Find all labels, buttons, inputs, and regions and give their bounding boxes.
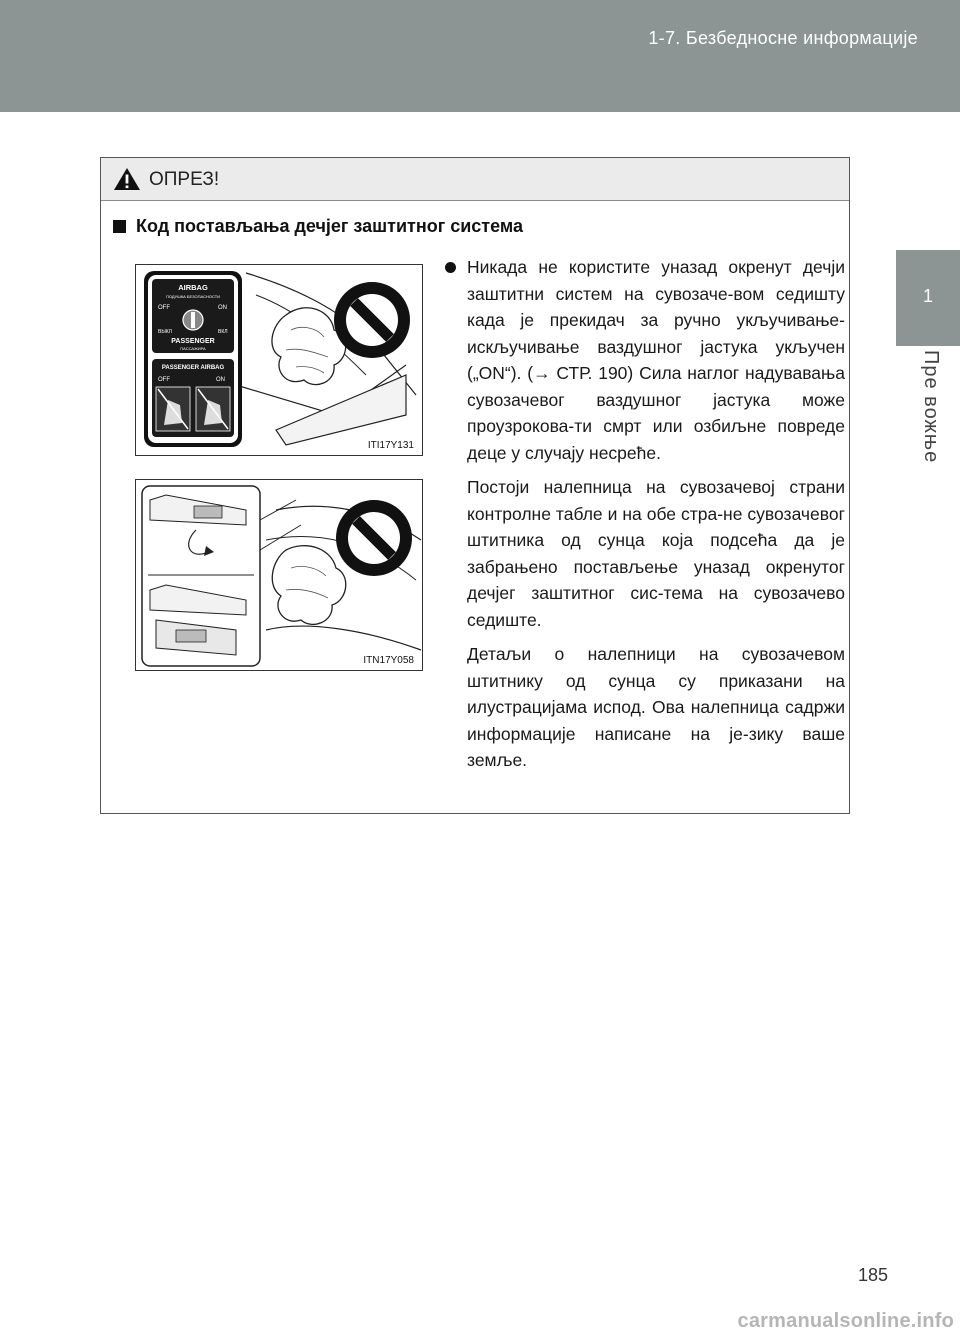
figure-code: ITN17Y058 bbox=[363, 655, 414, 666]
figure-code: ITI17Y131 bbox=[367, 440, 414, 451]
illustration-sun-visor-label bbox=[135, 479, 423, 671]
warning-icon bbox=[113, 167, 141, 191]
section-title: 1-7. Безбедносне информације bbox=[648, 28, 918, 48]
page-number: 185 bbox=[857, 1265, 888, 1285]
airbag-sub-label: ПОДУШКА БЕЗОПАСНОСТИ bbox=[165, 294, 221, 299]
caution-paragraph-2: Постоји налепница на сувозачевој страни контролне табле и на обе стра-не сувозачевог штитника од сунца која подсећа да је забрањено постављење уназад окренутог дечјег заштитног сис-тема на сувозачево седиште. bbox=[467, 477, 845, 630]
caution-paragraph-1: Никада не користите уназад окренут дечји заштитни систем на сувозаче-вом седишту када је прекидач за ручно укључивање-искључивање ваздушног јастука укључен („ON“). (→ СТР. 190) Сила наглог надувавања сувозачевог ваздушног јастука може проузрокова-ти смрт или озбиљне повреде деце у случају несреће. bbox=[467, 254, 845, 466]
illustration-dashboard-label bbox=[135, 264, 423, 456]
off-ru-label: ВЫКЛ bbox=[158, 329, 172, 335]
on-ru-label: ВКЛ bbox=[218, 329, 228, 335]
passenger-sub-label: ПАССАЖИРА bbox=[180, 346, 206, 351]
chapter-number: 1 bbox=[922, 286, 933, 306]
on-label: ON bbox=[218, 305, 227, 311]
on-label-2: ON bbox=[216, 377, 225, 383]
chapter-tab bbox=[896, 250, 960, 346]
page-header bbox=[0, 0, 960, 112]
caution-title: ОПРЕЗ! bbox=[149, 169, 220, 190]
caution-header bbox=[101, 158, 849, 201]
sun-visor-illustration bbox=[136, 480, 423, 671]
off-label: OFF bbox=[158, 305, 170, 311]
dashboard-label-illustration bbox=[136, 265, 423, 456]
caution-box bbox=[100, 157, 850, 814]
caution-paragraph-3: Детаљи о налепници на сувозачевом штитнику од сунца су приказани на илустрацијама испод. Ова налепница садржи информације написане на је-зику ваше земље. bbox=[467, 644, 845, 770]
chapter-label: Пре вожње bbox=[920, 350, 942, 464]
passenger-label: PASSENGER bbox=[171, 338, 215, 345]
airbag-label-text: AIRBAG bbox=[178, 283, 208, 292]
off-label-2: OFF bbox=[158, 377, 170, 383]
caution-text-column bbox=[443, 254, 845, 782]
section-heading bbox=[113, 216, 523, 237]
watermark: carmanualsonline.info bbox=[737, 1310, 954, 1332]
section-heading-text: Код постављања дечјег заштитног система bbox=[136, 216, 523, 236]
passenger-airbag-label: PASSENGER AIRBAG bbox=[161, 365, 225, 371]
square-bullet-icon bbox=[113, 220, 126, 233]
